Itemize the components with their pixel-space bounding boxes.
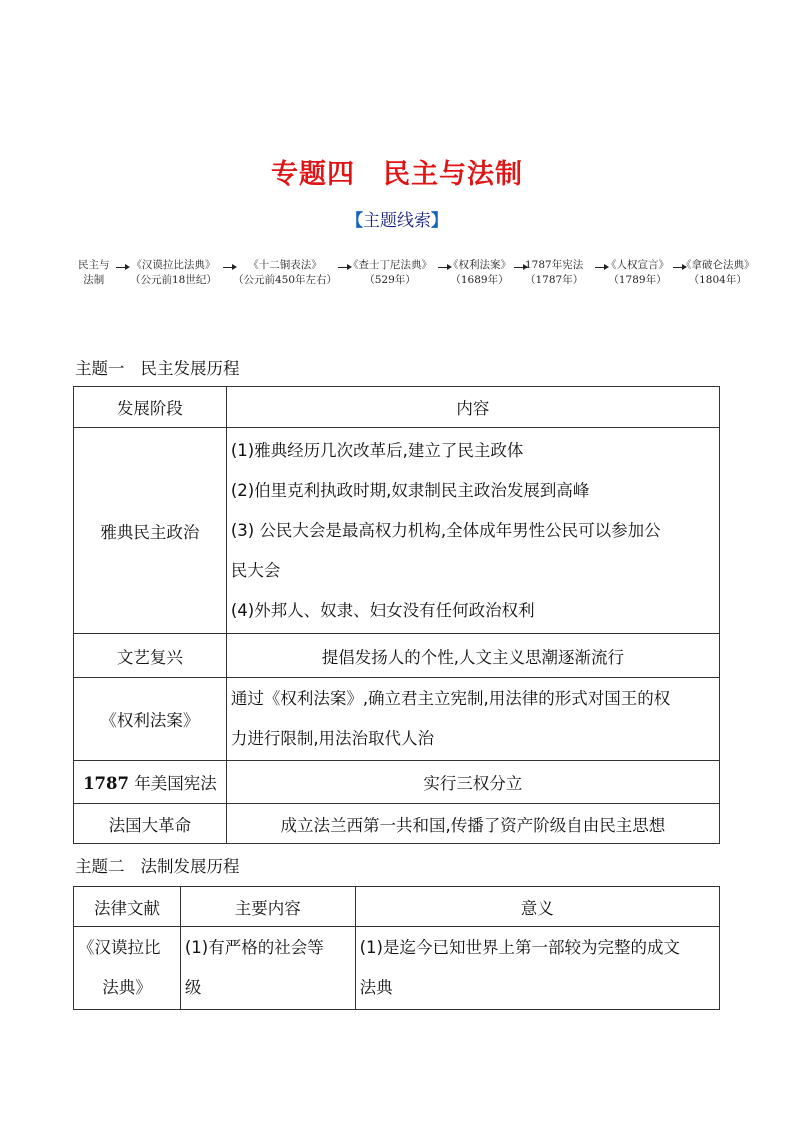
arrow-icon xyxy=(116,267,128,268)
timeline-node: 1787年宪法 （1787年） xyxy=(525,259,584,286)
title-topic-number: 专题四 xyxy=(271,159,355,190)
table-row xyxy=(74,927,720,1010)
right-bracket: 】 xyxy=(431,211,448,231)
table-row xyxy=(74,761,720,804)
stage-cell: 雅典民主政治 xyxy=(74,428,227,634)
title-topic-name: 民主与法制 xyxy=(383,159,523,190)
header-content: 内容 xyxy=(226,387,719,428)
section-heading-democracy: 主题一 民主发展历程 xyxy=(75,359,240,378)
main-content-cell: (1)有严格的社会等 级 xyxy=(180,927,355,1010)
content-cell: 提倡发扬人的个性,人文主义思潮逐渐流行 xyxy=(226,634,719,678)
subtitle xyxy=(0,206,794,231)
stage-cell: 《权利法案》 xyxy=(74,678,227,761)
table-row xyxy=(74,804,720,844)
content-cell: 通过《权利法案》,确立君主立宪制,用法律的形式对国王的权 力进行限制,用法治取代人治 xyxy=(226,678,719,761)
timeline-node: 《拿破仑法典》 （1804年） xyxy=(681,259,755,286)
timeline xyxy=(78,258,758,292)
section-heading-legal: 主题二 法制发展历程 xyxy=(75,857,240,876)
document-cell: 《汉谟拉比 法典》 xyxy=(74,927,181,1010)
page-title xyxy=(0,152,794,191)
content-cell: (1)雅典经历几次改革后,建立了民主政体 (2)伯里克利执政时期,奴隶制民主政治发展到高峰 (3) 公民大会是最高权力机构,全体成年男性公民可以参加公 民大会 (4)外邦人、奴隶、妇女没有任何政治权利 xyxy=(226,428,719,634)
timeline-node: 民主与 法制 xyxy=(78,259,110,286)
timeline-node: 《权利法案》 （1689年） xyxy=(448,259,511,286)
content-cell: 实行三权分立 xyxy=(226,761,719,804)
timeline-node: 《汉谟拉比法典》 （公元前18世纪） xyxy=(130,259,217,286)
content-cell: 成立法兰西第一共和国,传播了资产阶级自由民主思想 xyxy=(226,804,719,844)
header-main-content: 主要内容 xyxy=(180,887,355,927)
header-document: 法律文献 xyxy=(74,887,181,927)
legal-table xyxy=(73,886,720,1010)
stage-cell: 1787 年美国宪法 xyxy=(74,761,227,804)
table-row xyxy=(74,678,720,761)
table-row xyxy=(74,634,720,678)
timeline-node: 《查士丁尼法典》 （529年） xyxy=(348,259,432,286)
significance-cell: (1)是迄今已知世界上第一部较为完整的成文 法典 xyxy=(355,927,719,1010)
table-header-row xyxy=(74,387,720,428)
timeline-node: 《十二铜表法》 （公元前450年左右） xyxy=(233,259,338,286)
stage-cell: 法国大革命 xyxy=(74,804,227,844)
left-bracket: 【 xyxy=(346,211,363,231)
header-significance: 意义 xyxy=(355,887,719,927)
subtitle-text: 主题线索 xyxy=(363,211,431,231)
timeline-node: 《人权宣言》 （1789年） xyxy=(606,259,669,286)
democracy-table xyxy=(73,386,720,844)
table-header-row xyxy=(74,887,720,927)
header-stage: 发展阶段 xyxy=(74,387,227,428)
stage-cell: 文艺复兴 xyxy=(74,634,227,678)
table-row xyxy=(74,428,720,634)
